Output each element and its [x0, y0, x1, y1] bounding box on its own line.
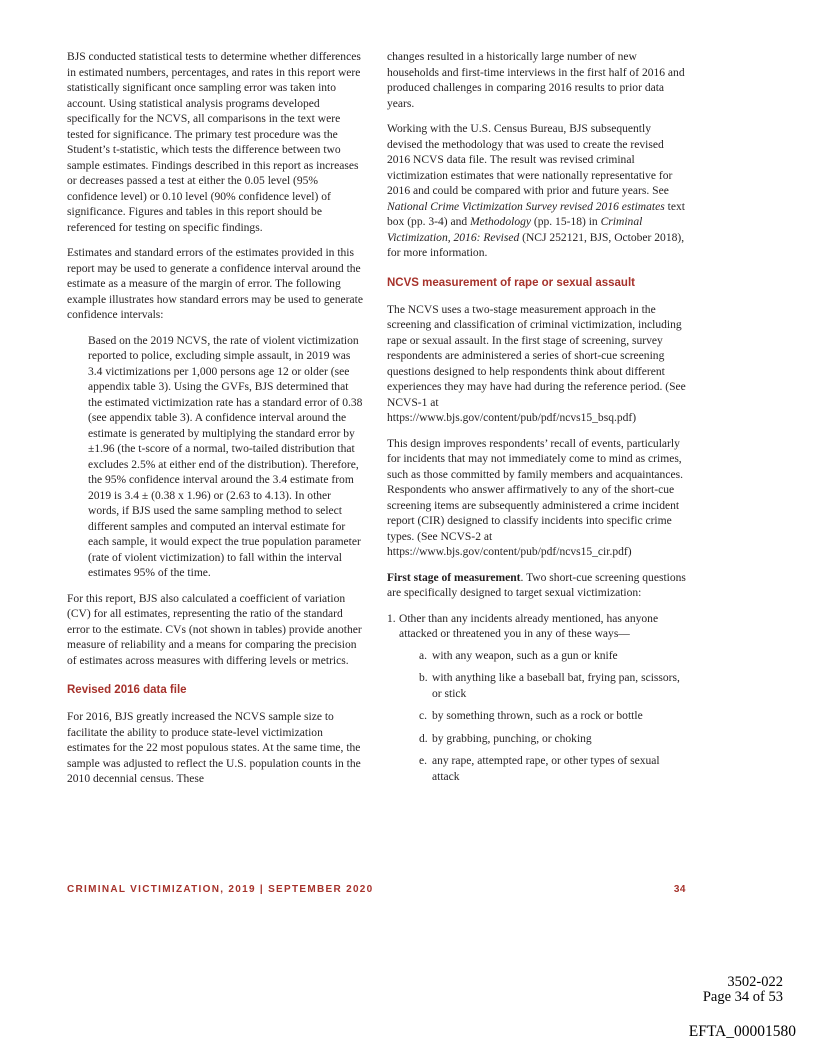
paragraph-design-recall: This design improves respondents’ recall of events, particularly for incidents that may not immediately come to mind as crimes, such as those committed by family members and acquaintances. Respondents who answer affirmatively to any of the short-cue screening items are subsequently administered a crime incident report (CIR) designed to classify incidents into specific crime types. (See NCVS-2 at https://www.bjs.gov/content/pub/pdf/ncvs15_cir.pdf) [387, 437, 683, 558]
paragraph-changes: changes resulted in a historically large number of new households and first-time interviews in the first half of 2016 and produced challenges in comparing 2016 results to prior data years. [387, 51, 685, 110]
italic-report-title: Criminal Victimization, 2016: Revised [387, 216, 643, 244]
confidence-interval-example: Based on the 2019 NCVS, the rate of violent victimization reported to police, excluding simple assault, in 2019 was 3.4 victimizations per 1,000 persons age 12 or older (see appendix table 3). Using the GVFs, BJS determined that the estimated victimization rate has a standard error of 0.38 (see appendix table 3). A confidence interval around the estimate is generated by multiplying the standard error by ±1.96 (the t-score of a normal, two-tailed distribution that excludes 2.5% at either end of the distribution). Therefore, the 95% confidence interval around the 3.4 estimate from 2019 is 3.4 ± (0.38 x 1.96) or (2.63 to 4.13). In other words, if BJS used the same sampling method to select different samples and computed an interval estimate for each sample, it would expect the true population parameter (rate of violent victimization) to fall within the interval estimates 95% of the time. [88, 334, 363, 579]
list-item: a. with any weapon, such as a gun or knife [419, 649, 618, 662]
paragraph-two-stage: The NCVS uses a two-stage measurement approach in the screening and classification of criminal victimization, including rape or sexual assault. In the first stage of screening, survey respondents are administered a series of short-cue screening questions designed to help respondents think about different experiences they may have had during the reference period. (See NCVS-1 at https://www.bjs.gov/content/pub/pdf/ncvs15_bsq.pdf) [387, 303, 686, 424]
question-text: Other than any incidents already mentioned, has anyone attacked or threatened you in any of these ways— [399, 612, 659, 640]
paragraph-revised-2016: For 2016, BJS greatly increased the NCVS sample size to facilitate the ability to produce state-level victimization estimates for the 22 most populous states. At the same time, the sample was adjusted to reflect the U.S. population counts in the 2010 decennial census. These [67, 711, 361, 785]
footer-page-number: 34 [673, 884, 686, 895]
first-stage-label: First stage of measurement [387, 571, 521, 584]
paragraph-coefficient-of-variation: For this report, BJS also calculated a coefficient of variation (CV) for all estimates, representing the ratio of the standard error to the estimate. CVs (not shown in tables) provide another measure of reliability and a means for comparing the precision of estimates across measures with differing levels or metrics. [67, 592, 362, 667]
italic-title-revised-estimates: National Crime Victimization Survey revised 2016 estimates [387, 200, 665, 213]
list-item: c. by something thrown, such as a rock or bottle [419, 710, 643, 722]
heading-rape-sexual-assault: NCVS measurement of rape or sexual assault [387, 276, 635, 289]
footer-title: CRIMINAL VICTIMIZATION, 2019 | SEPTEMBER 2020 [67, 884, 374, 895]
right-column [387, 50, 687, 792]
efta-stamp: EFTA_00001580 [688, 1023, 796, 1040]
list-item: b. with anything like a baseball bat, frying pan, scissors, or stick [419, 672, 680, 700]
left-column [67, 50, 365, 798]
paragraph-first-stage: First stage of measurement. Two short-cue screening questions are specifically designed to target sexual victimization: [387, 571, 686, 599]
italic-methodology: Methodology [470, 216, 531, 228]
page-count-stamp: Page 34 of 53 [702, 989, 783, 1005]
page-footer [67, 884, 686, 895]
list-item: d. by grabbing, punching, or choking [419, 732, 592, 745]
paragraph-census-bureau: Working with the U.S. Census Bureau, BJS subsequently devised the methodology that was used to create the revised 2016 NCVS data file. The result was revised criminal victimization estimates that were nationally representative for 2016 and could be compared with prior and future years. See National Crime Victimization Survey revised 2016 estimates text box (pp. 3-4) and Methodology (pp. 15-18) in Criminal Victimization, 2016: Revised (NCJ 252121, BJS, October 2018), for more information. [387, 123, 685, 259]
list-item: e. any rape, attempted rape, or other types of sexual attack [419, 755, 660, 783]
heading-revised-2016: Revised 2016 data file [67, 684, 187, 696]
screening-subitems [419, 649, 687, 786]
paragraph-standard-errors: Estimates and standard errors of the estimates provided in this report may be used to generate a confidence interval around the estimate as a measure of the margin of error. The following example illustrates how standard errors may be used to generate confidence intervals: [67, 247, 363, 321]
doc-id-stamp: 3502-022 [727, 974, 783, 990]
screening-question-1 [387, 612, 687, 643]
paragraph-statistical-tests: BJS conducted statistical tests to determine whether differences in estimated numbers, percentages, and rates in this report were statistically significant once sampling error was taken into account. Using statistical analysis programs developed specifically for the NCVS, all comparisons in the text were tested for significance. The primary test procedure was the Student’s t-statistic, which tests the difference between two sample estimates. Findings described in this report as increases or decreases passed a test at either the 0.05 level (95% confidence level) or 0.10 level (90% confidence level) of significance. Figures and tables in this report should be referenced for testing on specific findings. [67, 51, 361, 234]
question-number: 1. [387, 612, 396, 625]
